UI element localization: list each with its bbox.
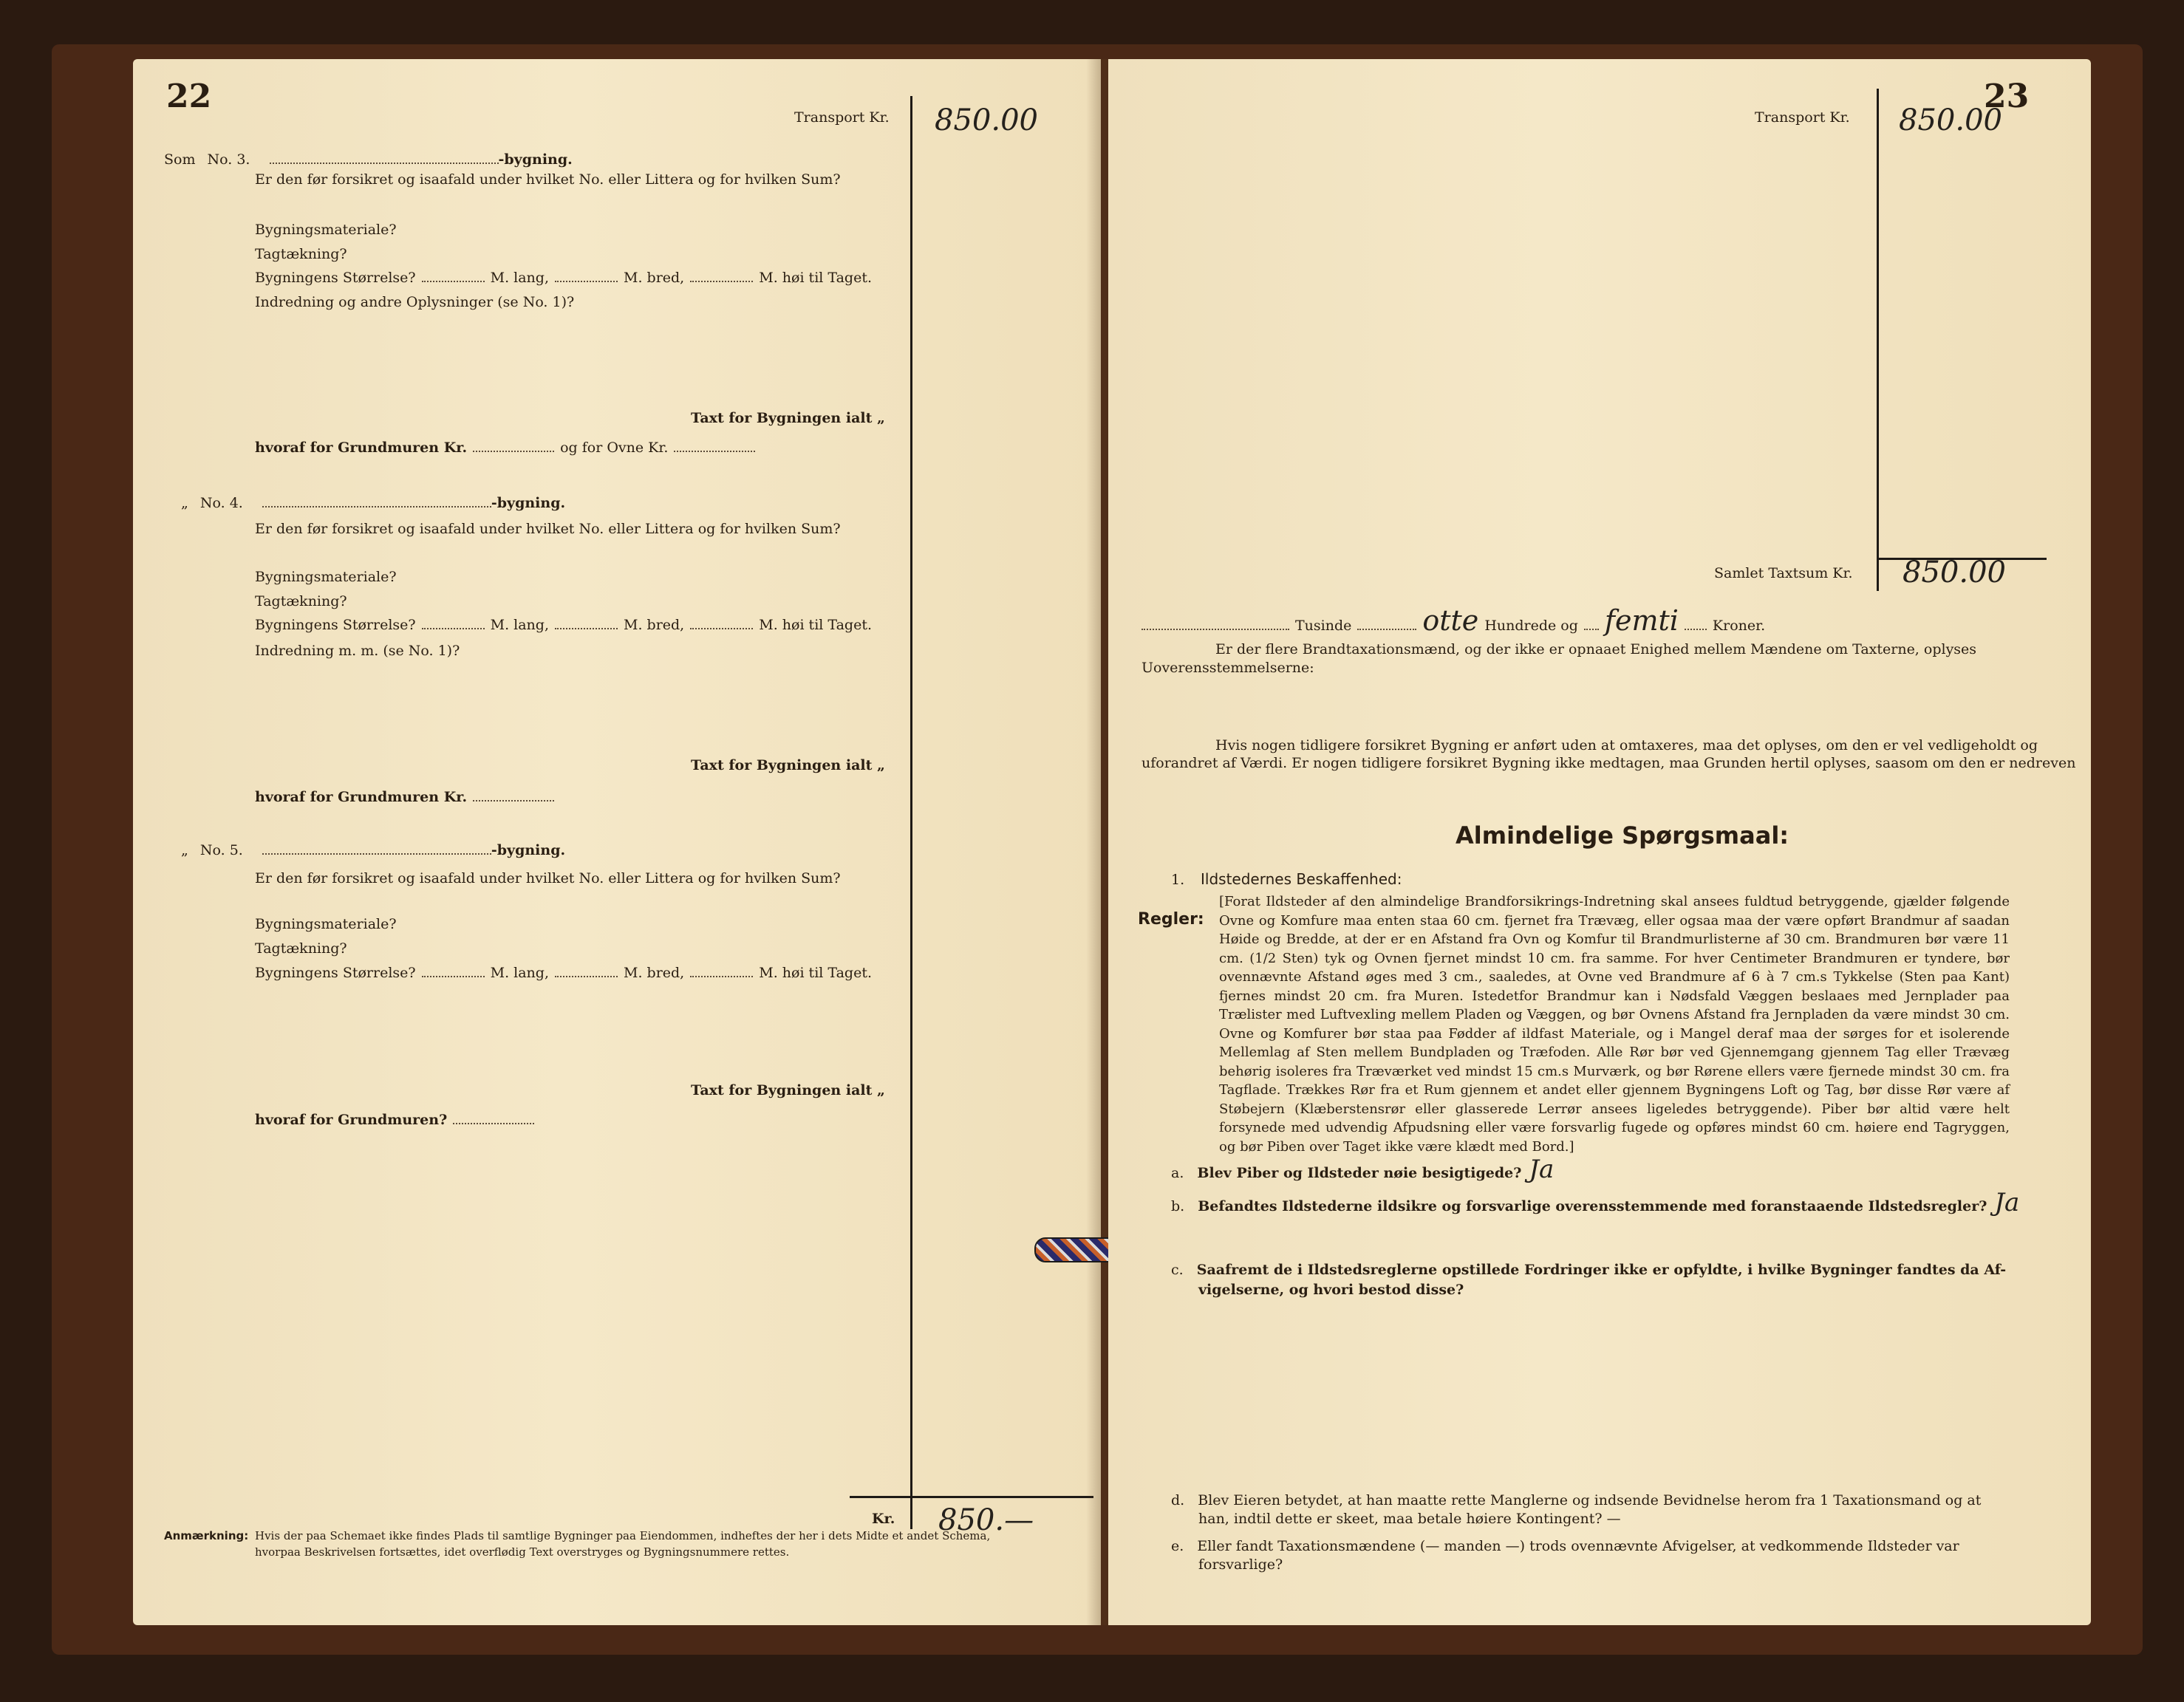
hvis-line-1: Hvis nogen tidligere forsikret Bygning er anført uden at omtaxeres, maa det oplyses, om den er vel vedligeholdt og [1215, 737, 2038, 753]
note-label: Anmærkning: [164, 1529, 249, 1542]
note-text-line-1: Hvis der paa Schemaet ikke findes Plads til samtlige Bygninger paa Eiendommen, indheftes der her i dets Midte et andet Schema, [255, 1529, 991, 1542]
ild-number: 1. [1171, 872, 1185, 888]
section4-taxt: Taxt for Bygningen ialt „ [691, 757, 885, 773]
question-e-line-2: forsvarlige? [1198, 1556, 1283, 1573]
right-transport-label: Transport Kr. [1755, 109, 1850, 126]
section5-size: Bygningens Størrelse? M. lang, M. bred, M. høi til Taget. [255, 965, 872, 981]
left-total-line [850, 1496, 1093, 1498]
section4-question: Er den før forsikret og isaafald under hvilket No. eller Littera og for hvilken Sum? [255, 521, 841, 537]
question-a: a. Blev Piber og Ildsteder nøie besigtigede? Ja [1171, 1155, 1555, 1184]
left-amount-column-line [910, 96, 912, 1529]
section4-roof: Tagtækning? [255, 593, 347, 609]
section4-hvoraf: hvoraf for Grundmuren Kr. [255, 789, 554, 805]
left-transport-label: Transport Kr. [794, 109, 890, 126]
question-c-line-2: vigelserne, og hvori bestod disse? [1198, 1282, 1464, 1298]
question-d-line-1: d. Blev Eieren betydet, at han maatte rette Manglerne og indsende Bevidnelse herom fra 1 Taxationsmand og at [1171, 1492, 1982, 1508]
amount-in-words: Tusinde otte Hundrede og femti Kroner. [1142, 604, 1765, 637]
section3-indretning: Indredning og andre Oplysninger (se No. 1)? [255, 294, 575, 310]
section5-row: „ No. 5. -bygning. [181, 842, 566, 858]
question-d-line-2: han, indtil dette er skeet, maa betale høiere Kontingent? — [1198, 1511, 1621, 1527]
right-amount-column-line [1877, 89, 1879, 591]
uoverens-line-2: Uoverensstemmelserne: [1142, 660, 1314, 676]
hvis-line-2: uforandret af Værdi. Er nogen tidligere forsikret Bygning ikke medtagen, maa Grunden hertil oplyses, saasom om den er nedreven [1142, 755, 2076, 771]
question-b: b. Befandtes Ildstederne ildsikre og forsvarlige overensstemmende med foranstaaende Ildstedsregler? Ja [1171, 1188, 2020, 1217]
left-total-label: Kr. [872, 1511, 895, 1527]
section5-roof: Tagtækning? [255, 940, 347, 957]
question-c-line-1: c. Saafremt de i Ildstedsreglerne opstillede Fordringer ikke er opfyldte, i hvilke Bygninger fandtes da Af- [1171, 1262, 2007, 1278]
regler-label: Regler: [1138, 910, 1204, 929]
section5-taxt: Taxt for Bygningen ialt „ [691, 1082, 885, 1098]
regler-text: [Forat Ildsteder af den almindelige Brandforsikrings-Indretning skal ansees fuldtud betryggende, gjælder følgende Ovne og Komfure maa enten staa 60 cm. fjernet fra Trævæg, eller ogsaa maa der være opført Brandmur af saadan Høide og Bredde, at der er en Afstand fra Ovn og Komfur til Brandmurlisterne af 30 cm. Brandmuren bør være 11 cm. (1/2 Sten) tyk og Ovnen fjernet mindst 10 cm. fra samme. For hver Centimeter Brandmuren er tyndere, bør ovennævnte Afstand øges med 3 cm., saaledes, at Ovne ved Brandmure af 6 à 7 cm.s Tykkelse (Sten paa Kant) fjernes mindst 20 cm. fra Muren. Istedetfor Brandmur kan i Nødsfald Væggen beslaaes med Jernplader paa Trælister med Luftvexling mellem Pladen og Væggen, og bør Ovnens Afstand fra Jernpladen da være mindst 30 cm. Ovne og Komfurer bør staa paa Fødder af ildfast Materiale, og i Mangel deraf maa der sørges for et isolerende Mellemlag af Sten mellem Bundpladen og Træfoden. Alle Rør bør ved Gjennemgang gjennem Tag eller Trævæg behørig isoleres fra Træværket ved mindst 15 cm.s Murværk, og bør Rørene ellers være fjernede mindst 30 cm. fra Tagflade. Trækkes Rør fra et Rum gjennem et andet eller gjennem Bygningens Loft og Tag, bør disse Rør være af Støbejern (Klæberstensrør eller glasserede Lerrør ansees ligeledes betryggende). Piber bør altid være helt forsynede med udvendig Afpudsning eller være forsvarlig fugede og opføres mindst 60 cm. høiere end Tagryggen, og bør Piben over Taget ikke være klædt med Bord.] [1219, 894, 2010, 1155]
section5-material: Bygningsmateriale? [255, 916, 397, 932]
section3-material: Bygningsmateriale? [255, 222, 397, 238]
section4-indretning: Indredning m. m. (se No. 1)? [255, 643, 460, 659]
section4-row: „ No. 4. -bygning. [181, 495, 566, 511]
section-heading: Almindelige Spørgsmaal: [1456, 821, 1789, 850]
section5-question: Er den før forsikret og isaafald under hvilket No. eller Littera og for hvilken Sum? [255, 870, 841, 886]
section4-size: Bygningens Størrelse? M. lang, M. bred, M. høi til Taget. [255, 617, 872, 633]
section3-taxt: Taxt for Bygningen ialt „ [691, 410, 885, 426]
right-transport-value: 850.00 [1899, 103, 2002, 137]
ild-title: Ildstedernes Beskaffenhed: [1201, 870, 1402, 888]
note-text-line-2: hvorpaa Beskrivelsen fortsættes, idet overflødig Text overstryges og Bygningsnummere rettes. [255, 1545, 790, 1559]
uoverens-line-1: Er der flere Brandtaxationsmænd, og der ikke er opnaaet Enighed mellem Mændene om Taxterne, oplyses [1215, 641, 1977, 657]
section5-hvoraf: hvoraf for Grundmuren? [255, 1112, 534, 1128]
right-page-number: 23 [1984, 78, 2030, 115]
section3-roof: Tagtækning? [255, 246, 347, 262]
section3-question: Er den før forsikret og isaafald under hvilket No. eller Littera og for hvilken Sum? [255, 171, 841, 188]
left-page-number: 22 [166, 78, 212, 115]
section4-material: Bygningsmateriale? [255, 569, 397, 585]
left-transport-value: 850.00 [935, 103, 1038, 137]
samlet-value: 850.00 [1903, 556, 2006, 589]
question-e-line-1: e. Eller fandt Taxationsmændene (— manden —) trods ovennævnte Afvigelser, at vedkommende Ildsteder var [1171, 1538, 1959, 1554]
left-total-value: 850.— [938, 1503, 1034, 1537]
section3-row: Som No. 3. -bygning. [164, 151, 573, 168]
section3-hvoraf: hvoraf for Grundmuren Kr. og for Ovne Kr. [255, 440, 755, 456]
samlet-label: Samlet Taxtsum Kr. [1714, 565, 1853, 581]
section3-size: Bygningens Størrelse? M. lang, M. bred, M. høi til Taget. [255, 270, 872, 286]
